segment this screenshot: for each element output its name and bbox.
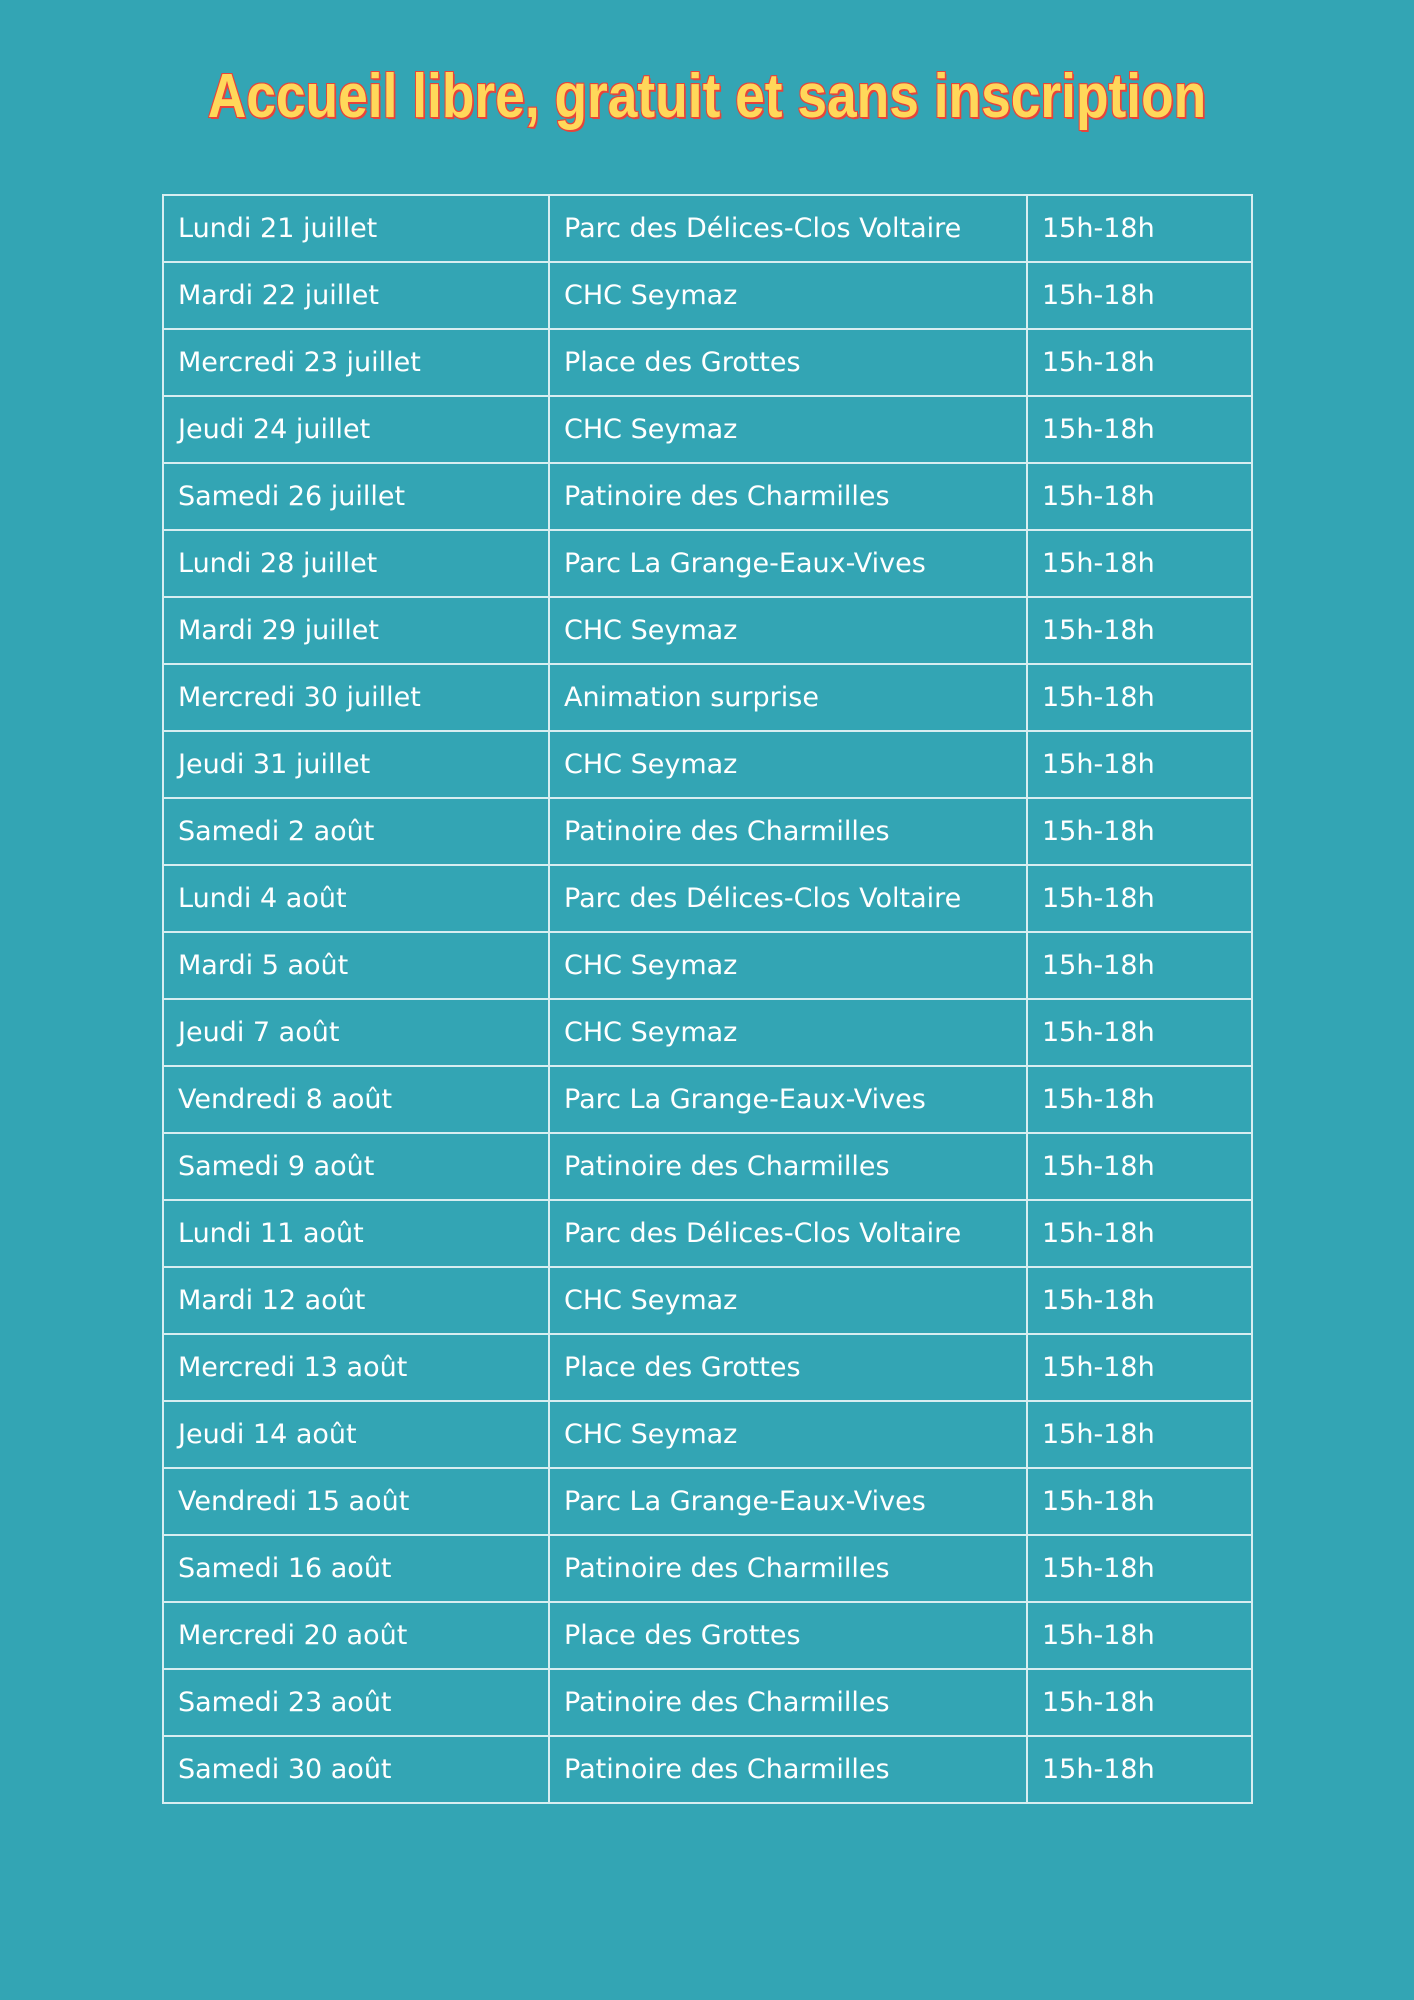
time-cell: 15h-18h: [1027, 1468, 1252, 1535]
time-cell: 15h-18h: [1027, 1401, 1252, 1468]
table-row: [163, 195, 1252, 262]
location-cell: Parc des Délices-Clos Voltaire: [549, 865, 1027, 932]
location-cell: Patinoire des Charmilles: [549, 1669, 1027, 1736]
time-cell: 15h-18h: [1027, 329, 1252, 396]
date-cell: Jeudi 7 août: [163, 999, 549, 1066]
location-cell: Place des Grottes: [549, 329, 1027, 396]
date-cell: Mercredi 20 août: [163, 1602, 549, 1669]
date-cell: Samedi 16 août: [163, 1535, 549, 1602]
table-row: [163, 731, 1252, 798]
time-cell: 15h-18h: [1027, 262, 1252, 329]
location-cell: CHC Seymaz: [549, 1401, 1027, 1468]
time-cell: 15h-18h: [1027, 463, 1252, 530]
date-cell: Samedi 2 août: [163, 798, 549, 865]
date-cell: Jeudi 24 juillet: [163, 396, 549, 463]
page-title: Accueil libre, gratuit et sans inscription: [207, 62, 1207, 131]
time-cell: 15h-18h: [1027, 597, 1252, 664]
location-cell: Place des Grottes: [549, 1602, 1027, 1669]
location-cell: Parc La Grange-Eaux-Vives: [549, 530, 1027, 597]
table-row: [163, 1200, 1252, 1267]
schedule-body: [163, 195, 1252, 1803]
date-cell: Mercredi 23 juillet: [163, 329, 549, 396]
time-cell: 15h-18h: [1027, 1200, 1252, 1267]
date-cell: Mardi 5 août: [163, 932, 549, 999]
time-cell: 15h-18h: [1027, 396, 1252, 463]
table-row: [163, 396, 1252, 463]
table-row: [163, 999, 1252, 1066]
table-row: [163, 1468, 1252, 1535]
time-cell: 15h-18h: [1027, 1066, 1252, 1133]
date-cell: Lundi 21 juillet: [163, 195, 549, 262]
location-cell: Parc des Délices-Clos Voltaire: [549, 195, 1027, 262]
location-cell: Patinoire des Charmilles: [549, 1133, 1027, 1200]
table-row: [163, 262, 1252, 329]
time-cell: 15h-18h: [1027, 932, 1252, 999]
date-cell: Mardi 29 juillet: [163, 597, 549, 664]
location-cell: CHC Seymaz: [549, 597, 1027, 664]
table-row: [163, 1334, 1252, 1401]
table-row: [163, 1401, 1252, 1468]
location-cell: Patinoire des Charmilles: [549, 1535, 1027, 1602]
table-row: [163, 932, 1252, 999]
table-row: [163, 865, 1252, 932]
table-row: [163, 1066, 1252, 1133]
date-cell: Vendredi 8 août: [163, 1066, 549, 1133]
time-cell: 15h-18h: [1027, 1535, 1252, 1602]
location-cell: Patinoire des Charmilles: [549, 1736, 1027, 1803]
time-cell: 15h-18h: [1027, 731, 1252, 798]
location-cell: CHC Seymaz: [549, 731, 1027, 798]
date-cell: Samedi 26 juillet: [163, 463, 549, 530]
location-cell: Patinoire des Charmilles: [549, 463, 1027, 530]
date-cell: Jeudi 14 août: [163, 1401, 549, 1468]
date-cell: Samedi 23 août: [163, 1669, 549, 1736]
time-cell: 15h-18h: [1027, 1736, 1252, 1803]
date-cell: Mercredi 13 août: [163, 1334, 549, 1401]
table-row: [163, 1133, 1252, 1200]
location-cell: CHC Seymaz: [549, 396, 1027, 463]
time-cell: 15h-18h: [1027, 1334, 1252, 1401]
schedule-table: [162, 194, 1253, 1804]
date-cell: Lundi 28 juillet: [163, 530, 549, 597]
location-cell: Animation surprise: [549, 664, 1027, 731]
table-row: [163, 1535, 1252, 1602]
time-cell: 15h-18h: [1027, 1669, 1252, 1736]
table-row: [163, 1602, 1252, 1669]
time-cell: 15h-18h: [1027, 1602, 1252, 1669]
location-cell: CHC Seymaz: [549, 1267, 1027, 1334]
location-cell: CHC Seymaz: [549, 999, 1027, 1066]
table-row: [163, 1736, 1252, 1803]
location-cell: Place des Grottes: [549, 1334, 1027, 1401]
table-row: [163, 1267, 1252, 1334]
time-cell: 15h-18h: [1027, 1133, 1252, 1200]
location-cell: Parc La Grange-Eaux-Vives: [549, 1066, 1027, 1133]
date-cell: Lundi 4 août: [163, 865, 549, 932]
location-cell: CHC Seymaz: [549, 262, 1027, 329]
table-row: [163, 530, 1252, 597]
time-cell: 15h-18h: [1027, 530, 1252, 597]
date-cell: Mercredi 30 juillet: [163, 664, 549, 731]
table-row: [163, 1669, 1252, 1736]
time-cell: 15h-18h: [1027, 1267, 1252, 1334]
time-cell: 15h-18h: [1027, 865, 1252, 932]
time-cell: 15h-18h: [1027, 664, 1252, 731]
location-cell: Patinoire des Charmilles: [549, 798, 1027, 865]
table-row: [163, 597, 1252, 664]
date-cell: Mardi 22 juillet: [163, 262, 549, 329]
date-cell: Samedi 30 août: [163, 1736, 549, 1803]
location-cell: Parc La Grange-Eaux-Vives: [549, 1468, 1027, 1535]
table-row: [163, 798, 1252, 865]
date-cell: Jeudi 31 juillet: [163, 731, 549, 798]
time-cell: 15h-18h: [1027, 798, 1252, 865]
location-cell: Parc des Délices-Clos Voltaire: [549, 1200, 1027, 1267]
time-cell: 15h-18h: [1027, 999, 1252, 1066]
location-cell: CHC Seymaz: [549, 932, 1027, 999]
date-cell: Samedi 9 août: [163, 1133, 549, 1200]
table-row: [163, 463, 1252, 530]
table-row: [163, 329, 1252, 396]
date-cell: Vendredi 15 août: [163, 1468, 549, 1535]
time-cell: 15h-18h: [1027, 195, 1252, 262]
date-cell: Mardi 12 août: [163, 1267, 549, 1334]
date-cell: Lundi 11 août: [163, 1200, 549, 1267]
table-row: [163, 664, 1252, 731]
